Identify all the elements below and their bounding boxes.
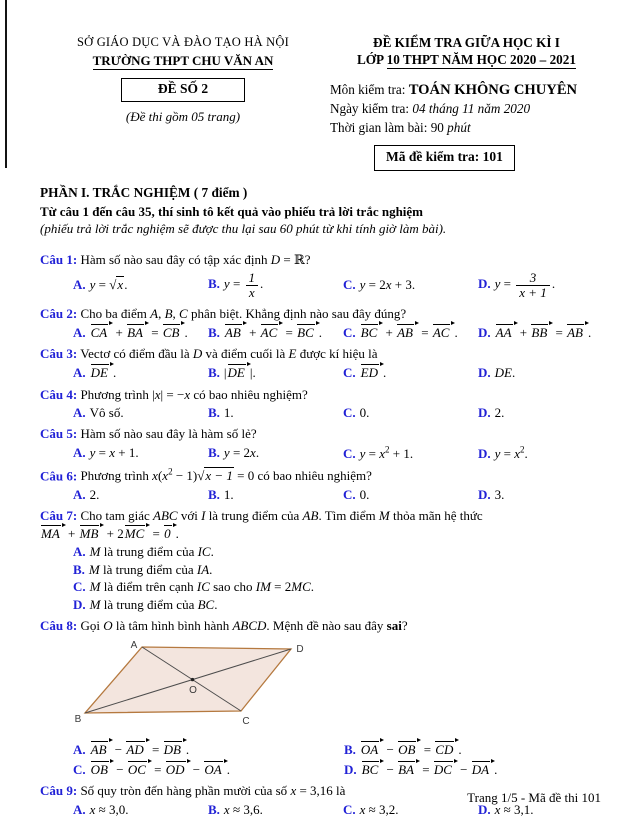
question-label: Câu 1:: [40, 252, 78, 268]
department-name: SỞ GIÁO DỤC VÀ ĐÀO TẠO HÀ NỘI: [77, 35, 289, 49]
options-row: [40, 444, 603, 462]
option-b: B. OA − OB = CD .: [344, 741, 462, 757]
exam-code-box: Mã đề kiểm tra: 101: [374, 145, 515, 171]
option-a: A. M là trung điểm của IC.: [73, 543, 214, 559]
options-list: [40, 544, 603, 614]
option-d: D. 3.: [478, 486, 505, 502]
option-c: C. 0.: [343, 486, 370, 502]
question-3: [40, 346, 603, 382]
option-d: D. DE.: [478, 364, 516, 380]
subject-label: Môn kiểm tra:: [329, 82, 409, 97]
instruction-italic: (phiếu trả lời trắc nghiệm sẽ được thu lại sau 60 phút từ khi tính giờ làm bài).: [40, 220, 447, 236]
subject-line: [330, 81, 603, 99]
option-a: A. DE .: [73, 365, 117, 381]
question-7: [40, 508, 603, 614]
question-text: Phương trình |x| = −x có bao nhiêu nghiệm?: [80, 386, 308, 402]
option-c: C. ED .: [343, 365, 387, 381]
question-text: Phương trình $x(x^2 - 1)√x - 1 = 0$ có bao nhiêu nghiệm?: [80, 466, 372, 484]
question-text: Hàm số nào sau đây là hàm số lẻ?: [80, 426, 257, 442]
page-footer: Trang 1/5 - Mã đề thi 101: [467, 789, 601, 805]
question-2: [40, 306, 603, 342]
option-d: D. y = $\frac{3}{x + 1}$ .: [478, 270, 556, 300]
option-a: A. y = x + 1.: [73, 445, 139, 461]
option-a: A. 2.: [73, 486, 100, 502]
option-c: C. $y = x^2 + 1$.: [343, 444, 414, 461]
question-label: Câu 6:: [40, 468, 78, 484]
question-text: Số quy tròn đến hàng phần mười của số x = 3,16 là: [80, 783, 346, 799]
options-row: [40, 364, 603, 381]
part-title: PHẦN I. TRẮC NGHIỆM ( 7 điểm ): [40, 185, 248, 200]
vertex-label-b: B: [74, 713, 82, 725]
question-text: Gọi O là tâm hình bình hành ABCD. Mệnh đề nào sau đây sai?: [80, 618, 408, 634]
subject-name: TOÁN KHÔNG CHUYÊN: [408, 82, 578, 98]
question-8: [40, 618, 603, 778]
parallelogram-figure: [60, 637, 342, 735]
question-6: [40, 467, 603, 503]
question-label: Câu 2:: [40, 305, 78, 321]
options-row: [40, 324, 603, 341]
options-grid: [40, 741, 603, 779]
option-c: C. M là điểm trên cạnh IC sao cho IM = 2MC.: [73, 579, 314, 595]
question-text: Vectơ có điểm đầu là D và điểm cuối là E được kí hiệu là: [80, 346, 378, 362]
center-label-o: O: [189, 684, 197, 696]
instruction-bold: Từ câu 1 đến câu 35, thí sinh tô kết quả vào phiếu trả lời trắc nghiệm: [40, 203, 424, 219]
option-c: C. x ≈ 3,2.: [343, 801, 399, 817]
exam-date: 04 tháng 11 năm 2020: [412, 101, 531, 117]
option-a: A. CA + BA = CB .: [73, 324, 188, 340]
option-d: D. $y = x^2$.: [478, 444, 528, 461]
options-row: [40, 270, 603, 300]
option-a: A. AB − AD = DB .: [73, 741, 190, 757]
vertex-label-a: A: [130, 639, 138, 651]
option-a: A. Vô số.: [73, 404, 124, 420]
center-point: [191, 677, 194, 680]
exam-header: [40, 35, 603, 178]
exam-title-line1: ĐỀ KIỂM TRA GIỮA HỌC KÌ I: [373, 35, 560, 50]
question-label: Câu 7:: [40, 507, 78, 523]
option-b: B. |DE |.: [208, 365, 256, 381]
option-d: D. BC − BA = DC − DA .: [344, 762, 498, 778]
options-row: [40, 405, 603, 421]
duration-line: [330, 120, 603, 137]
scan-artifact-line: [5, 0, 7, 168]
vertex-label-c: C: [242, 715, 250, 727]
question-4: [40, 387, 603, 422]
option-b: B. y = 2x.: [208, 445, 260, 461]
question-label: Câu 9:: [40, 783, 78, 799]
option-a: A. x ≈ 3,0.: [73, 801, 129, 817]
option-b: B. 1.: [208, 486, 234, 502]
question-label: Câu 5:: [40, 426, 78, 442]
option-c: C. y = 2x + 3.: [343, 277, 416, 293]
duration-value: 90: [430, 119, 448, 135]
option-b: B. 1.: [208, 404, 234, 420]
question-label: Câu 3:: [40, 346, 78, 362]
option-b: B. M là trung điểm của IA.: [73, 561, 213, 577]
option-d: D. M là trung điểm của BC.: [73, 597, 218, 613]
option-a: A. y = √x.: [73, 277, 128, 293]
option-c: C. BC + AB = AC .: [343, 324, 458, 340]
duration-unit: phút: [447, 119, 471, 135]
question-text: Cho tam giác ABC với I là trung điểm của AB. Tìm điểm M thỏa mãn hệ thức: [80, 507, 483, 523]
school-name: TRƯỜNG THPT CHU VĂN AN: [92, 52, 274, 68]
question-text: Hàm số nào sau đây có tập xác định D = ℝ?: [80, 252, 311, 268]
date-label: Ngày kiểm tra:: [329, 101, 413, 117]
duration-label: Thời gian làm bài:: [329, 119, 431, 135]
vertex-label-d: D: [296, 643, 304, 655]
exam-pages-note: (Đề thi gồm 05 trang): [125, 108, 241, 124]
option-d: D. x ≈ 3,1.: [478, 801, 534, 817]
option-c: C. 0.: [343, 404, 370, 420]
question-formula: MA + MB + 2MC = 0 .: [41, 526, 179, 542]
question-label: Câu 4:: [40, 386, 78, 402]
question-label: Câu 8:: [40, 618, 78, 634]
option-d: D. 2.: [478, 404, 505, 420]
options-row: [40, 487, 603, 503]
question-1: [40, 252, 603, 301]
question-5: [40, 426, 603, 462]
date-line: [330, 101, 603, 118]
header-left: [40, 35, 326, 178]
exam-title-line2: LỚP 10 THPT NĂM HỌC 2020 – 2021: [356, 51, 576, 67]
header-right: [326, 35, 603, 178]
option-c: C. OB − OC = OD − OA .: [73, 762, 230, 778]
option-d: D. AA + BB = AB .: [478, 324, 592, 340]
option-b: B. x ≈ 3,6.: [208, 801, 263, 817]
question-text: Cho ba điểm A, B, C phân biệt. Khẳng định nào sau đây đúng?: [80, 305, 407, 321]
exam-number-box: ĐỀ SỐ 2: [121, 78, 245, 102]
option-b: B. y = $\frac{1}{x}$ .: [208, 270, 264, 300]
option-b: B. AB + AC = BC .: [208, 324, 322, 340]
